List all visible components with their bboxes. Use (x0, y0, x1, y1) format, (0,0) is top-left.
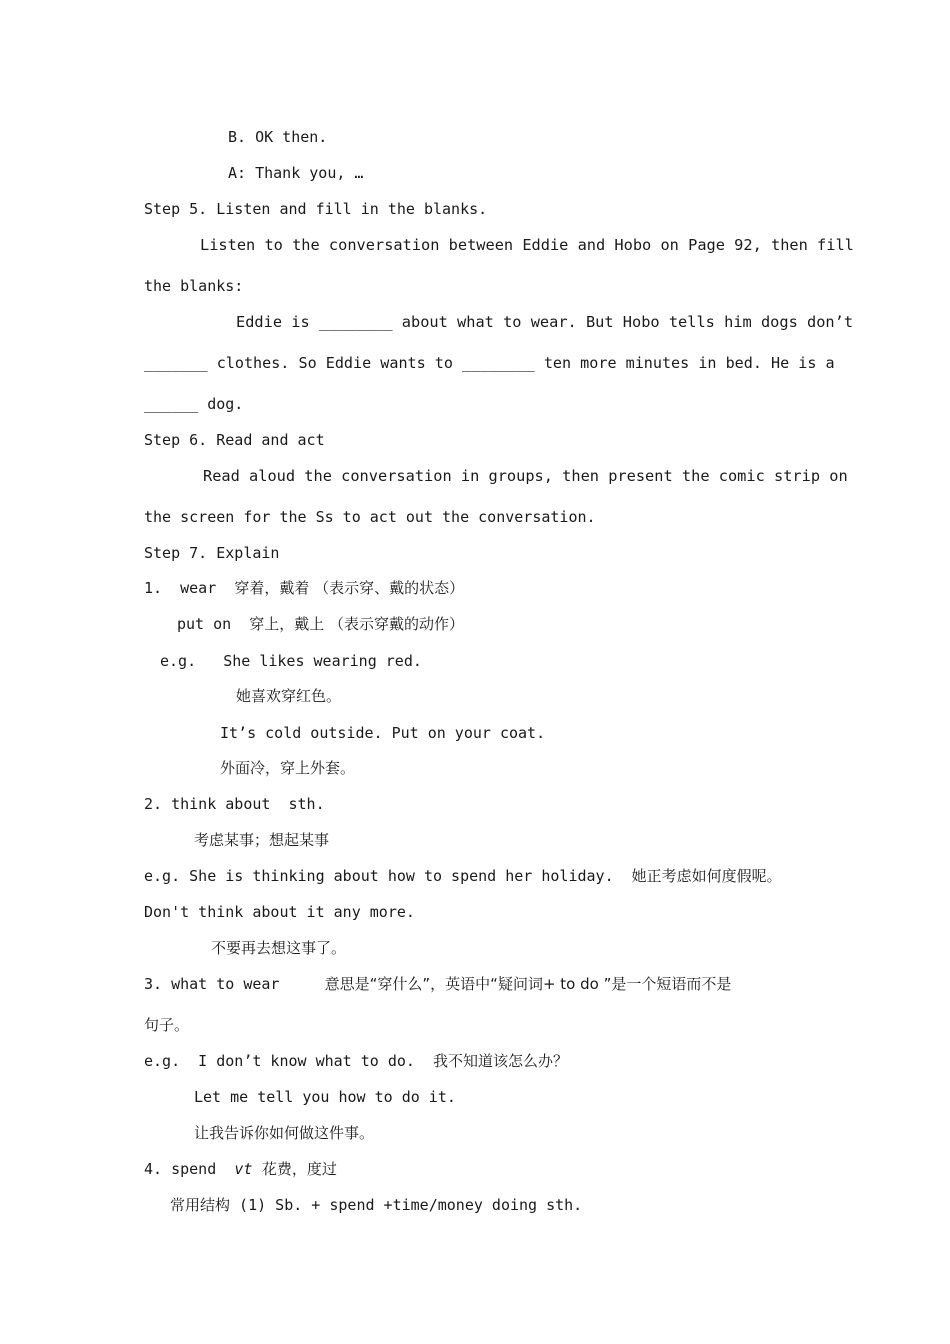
step6-instruction: Read aloud the conversation in groups, then present the comic strip on (203, 467, 848, 485)
item3-meaning: 意思是“穿什么”，英语中“疑问词+ to do ”是一个短语而不是 (324, 975, 732, 993)
fill-blank-line-1: Eddie is ________ about what to wear. But Hobo tells him dogs don’t (236, 313, 854, 331)
spend-structure-formula: (1) Sb. + spend +time/money doing sth. (230, 1196, 583, 1214)
step5-instruction-cont: the blanks: (144, 277, 244, 295)
explain-item-2: 2. think about sth. (144, 795, 325, 813)
example-tell-you-translation: 让我告诉你如何做这件事。 (194, 1124, 375, 1142)
example-put-on-translation: 外面冷，穿上外套。 (220, 759, 356, 777)
step5-instruction: Listen to the conversation between Eddie and Hobo on Page 92, then fill (200, 236, 854, 254)
dialogue-line-b: B. OK then. (228, 128, 328, 146)
item4-meaning: 花费，度过 (252, 1160, 337, 1178)
example-think-about-cn: 她正考虑如何度假呢。 (631, 867, 782, 885)
example-dont-know (144, 1051, 568, 1071)
item2-meaning: 考虑某事；想起某事 (194, 831, 330, 849)
explain-item-1-putOn (177, 614, 464, 634)
item4-term: 4. spend (144, 1160, 235, 1178)
example-dont-think-translation: 不要再去想这事了。 (211, 939, 347, 957)
example-wear: e.g. She likes wearing red. (160, 652, 422, 670)
step5-heading: Step 5. Listen and fill in the blanks. (144, 200, 488, 218)
item3-term: 3. what to wear (144, 975, 325, 993)
example-tell-you: Let me tell you how to do it. (194, 1088, 456, 1106)
explain-item-3 (144, 974, 731, 994)
example-wear-translation: 她喜欢穿红色。 (236, 687, 342, 705)
fill-blank-line-3: ______ dog. (144, 395, 244, 413)
dialogue-line-a: A: Thank you, … (228, 164, 364, 182)
example-dont-think: Don't think about it any more. (144, 903, 415, 921)
step7-heading: Step 7. Explain (144, 544, 280, 562)
put-on-term: put on (177, 615, 250, 633)
step6-heading: Step 6. Read and act (144, 431, 325, 449)
spend-structure-label: 常用结构 (170, 1196, 231, 1214)
item4-pos: vt (234, 1160, 253, 1178)
step6-instruction-cont: the screen for the Ss to act out the conversation. (144, 508, 596, 526)
explain-item-4 (144, 1159, 337, 1179)
explain-item-1 (144, 578, 464, 598)
item3-meaning-cont: 句子。 (144, 1016, 190, 1034)
item1-meaning: 穿着，戴着 （表示穿、戴的状态） (234, 579, 465, 597)
example-put-on: It’s cold outside. Put on your coat. (220, 724, 546, 742)
example-dont-know-en: e.g. I don’t know what to do. (144, 1052, 433, 1070)
item1-term: 1. wear (144, 579, 235, 597)
fill-blank-line-2: _______ clothes. So Eddie wants to ________ ten more minutes in bed. He is a (144, 354, 835, 372)
spend-structure (170, 1195, 582, 1215)
example-dont-know-cn: 我不知道该怎么办？ (432, 1052, 568, 1070)
example-think-about (144, 866, 782, 886)
put-on-meaning: 穿上，戴上 （表示穿戴的动作） (249, 615, 465, 633)
example-think-about-en: e.g. She is thinking about how to spend her holiday. (144, 867, 632, 885)
